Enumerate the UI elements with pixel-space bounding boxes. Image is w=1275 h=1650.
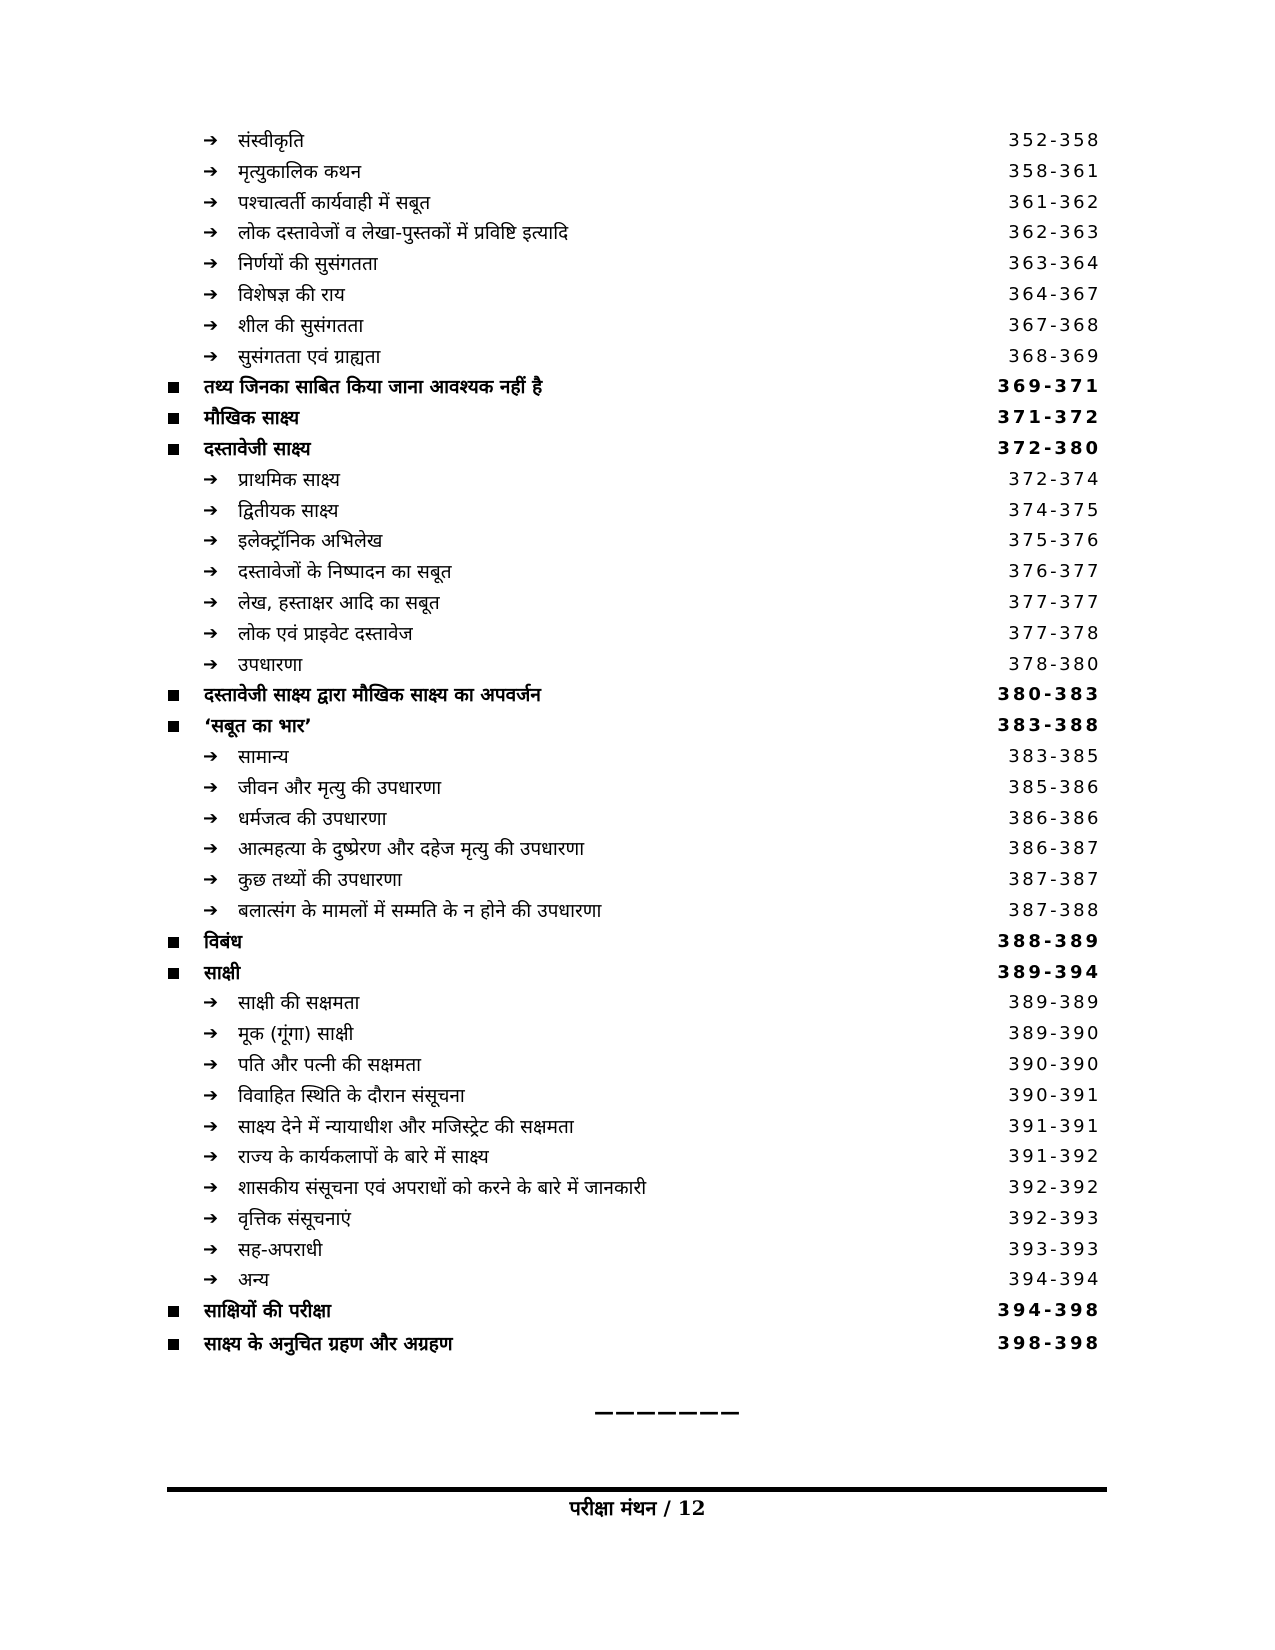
toc-main-entry xyxy=(0,405,1275,436)
arrow-right-icon: ➔ xyxy=(203,468,219,490)
toc-entry-pages: 394-398 xyxy=(997,1300,1101,1322)
arrow-right-icon: ➔ xyxy=(203,1269,219,1291)
arrow-right-icon: ➔ xyxy=(203,314,219,336)
toc-entry-label: धर्मजत्व की उपधारणा xyxy=(238,807,387,830)
section-end-marker: ——————— xyxy=(594,1400,741,1424)
arrow-right-icon: ➔ xyxy=(203,776,219,798)
toc-entry-pages: 369-371 xyxy=(997,376,1101,398)
toc-sub-entry xyxy=(0,251,1275,282)
toc-entry-label: तथ्य जिनका साबित किया जाना आवश्यक नहीं है xyxy=(204,376,543,399)
toc-sub-entry xyxy=(0,128,1275,159)
toc-entry-label: सुसंगतता एवं ग्राह्यता xyxy=(238,345,381,368)
arrow-right-icon: ➔ xyxy=(203,1115,219,1137)
toc-entry-label: वृत्तिक संसूचनाएं xyxy=(238,1207,351,1230)
toc-entry-pages: 380-383 xyxy=(997,684,1101,706)
square-bullet-icon xyxy=(168,937,179,948)
arrow-right-icon: ➔ xyxy=(203,1238,219,1260)
toc-sub-entry xyxy=(0,1083,1275,1114)
toc-sub-entry xyxy=(0,467,1275,498)
toc-entry-label: आत्महत्या के दुष्प्रेरण और दहेज मृत्यु की उपधारणा xyxy=(238,838,585,861)
toc-sub-entry xyxy=(0,806,1275,837)
square-bullet-icon xyxy=(168,1306,179,1317)
toc-entry-label: साक्षी की सक्षमता xyxy=(238,992,360,1015)
square-bullet-icon xyxy=(168,968,179,979)
toc-entry-pages: 368-369 xyxy=(1008,345,1101,367)
toc-entry-pages: 398-398 xyxy=(997,1333,1101,1355)
toc-entry-label: लोक दस्तावेजों व लेखा-पुस्तकों में प्रविष्टि इत्यादि xyxy=(238,222,569,245)
toc-sub-entry xyxy=(0,1206,1275,1237)
toc-entry-label: पति और पत्नी की सक्षमता xyxy=(238,1053,422,1076)
arrow-right-icon: ➔ xyxy=(203,253,219,275)
toc-main-entry xyxy=(0,374,1275,405)
toc-entry-label: उपधारणा xyxy=(238,653,303,676)
arrow-right-icon: ➔ xyxy=(203,899,219,921)
toc-entry-pages: 361-362 xyxy=(1008,191,1101,213)
toc-entry-label: दस्तावेजी साक्ष्य द्वारा मौखिक साक्ष्य का अपवर्जन xyxy=(204,684,541,707)
arrow-right-icon: ➔ xyxy=(203,1084,219,1106)
toc-entry-label: विबंध xyxy=(204,930,243,953)
arrow-right-icon: ➔ xyxy=(203,130,219,151)
toc-entry-pages: 362-363 xyxy=(1008,222,1101,244)
toc-entry-label: मौखिक साक्ष्य xyxy=(204,407,300,430)
toc-sub-entry xyxy=(0,344,1275,375)
toc-entry-pages: 385-386 xyxy=(1008,776,1101,798)
arrow-right-icon: ➔ xyxy=(203,160,219,182)
arrow-right-icon: ➔ xyxy=(203,1053,219,1075)
toc-entry-pages: 389-389 xyxy=(1008,992,1101,1014)
toc-entry-label: इलेक्ट्रॉनिक अभिलेख xyxy=(238,530,383,553)
toc-entry-pages: 392-393 xyxy=(1008,1207,1101,1229)
toc-entry-pages: 375-376 xyxy=(1008,530,1101,552)
toc-entry-pages: 367-368 xyxy=(1008,314,1101,336)
toc-entry-pages: 376-377 xyxy=(1008,561,1101,583)
toc-sub-entry xyxy=(0,775,1275,806)
toc-entry-pages: 352-358 xyxy=(1008,130,1101,151)
arrow-right-icon: ➔ xyxy=(203,222,219,244)
toc-main-entry xyxy=(0,1298,1275,1331)
arrow-right-icon: ➔ xyxy=(203,745,219,767)
toc-entry-pages: 390-391 xyxy=(1008,1084,1101,1106)
toc-entry-pages: 378-380 xyxy=(1008,653,1101,675)
toc-entry-label: दस्तावेजों के निष्पादन का सबूत xyxy=(238,561,452,584)
toc-main-entry xyxy=(0,436,1275,467)
toc-main-entry xyxy=(0,713,1275,744)
toc-entry-pages: 389-394 xyxy=(997,961,1101,983)
toc-entry-label: निर्णयों की सुसंगतता xyxy=(238,253,378,276)
square-bullet-icon xyxy=(168,690,179,701)
square-bullet-icon xyxy=(168,1339,179,1350)
toc-entry-pages: 363-364 xyxy=(1008,253,1101,275)
arrow-right-icon: ➔ xyxy=(203,530,219,552)
toc-entry-label: प्राथमिक साक्ष्य xyxy=(238,468,341,491)
arrow-right-icon: ➔ xyxy=(203,283,219,305)
toc-entry-label: शील की सुसंगतता xyxy=(238,314,364,337)
square-bullet-icon xyxy=(168,382,179,393)
toc-entry-pages: 387-388 xyxy=(1008,899,1101,921)
toc-entry-pages: 383-385 xyxy=(1008,745,1101,767)
toc-sub-entry xyxy=(0,1114,1275,1145)
toc-entry-pages: 372-380 xyxy=(997,437,1101,459)
arrow-right-icon: ➔ xyxy=(203,1177,219,1199)
toc-entry-pages: 388-389 xyxy=(997,930,1101,952)
square-bullet-icon xyxy=(168,413,179,424)
toc-entry-pages: 371-372 xyxy=(997,407,1101,429)
toc-entry-label: सामान्य xyxy=(238,745,289,768)
toc-entry-label: साक्ष्य देने में न्यायाधीश और मजिस्ट्रेट की सक्षमता xyxy=(238,1115,574,1138)
arrow-right-icon: ➔ xyxy=(203,622,219,644)
toc-entry-label: संस्वीकृति xyxy=(238,130,305,152)
toc-entry-pages: 386-387 xyxy=(1008,838,1101,860)
toc-main-entry xyxy=(0,682,1275,713)
toc-entry-pages: 391-392 xyxy=(1008,1146,1101,1168)
toc-sub-entry xyxy=(0,898,1275,929)
toc-entry-label: जीवन और मृत्यु की उपधारणा xyxy=(238,776,442,799)
toc-sub-entry xyxy=(0,1021,1275,1052)
toc-sub-entry xyxy=(0,652,1275,683)
toc-entry-pages: 393-393 xyxy=(1008,1238,1101,1260)
arrow-right-icon: ➔ xyxy=(203,992,219,1014)
toc-entry-label: दस्तावेजी साक्ष्य xyxy=(204,437,311,460)
toc-sub-entry xyxy=(0,990,1275,1021)
toc-entry-pages: 387-387 xyxy=(1008,869,1101,891)
toc-entry-pages: 394-394 xyxy=(1008,1269,1101,1291)
toc-sub-entry xyxy=(0,1267,1275,1298)
toc-sub-entry xyxy=(0,867,1275,898)
toc-entry-label: लेख, हस्ताक्षर आदि का सबूत xyxy=(238,591,440,614)
toc-entry-label: साक्ष्य के अनुचित ग्रहण और अग्रहण xyxy=(204,1333,453,1356)
toc-sub-entry xyxy=(0,1237,1275,1268)
arrow-right-icon: ➔ xyxy=(203,591,219,613)
toc-entry-pages: 391-391 xyxy=(1008,1115,1101,1137)
toc-entry-pages: 389-390 xyxy=(1008,1023,1101,1045)
arrow-right-icon: ➔ xyxy=(203,807,219,829)
toc-sub-entry xyxy=(0,159,1275,190)
square-bullet-icon xyxy=(168,444,179,455)
toc-entry-pages: 377-378 xyxy=(1008,622,1101,644)
toc-entry-label: लोक एवं प्राइवेट दस्तावेज xyxy=(238,622,413,645)
toc-main-entry xyxy=(0,960,1275,991)
arrow-right-icon: ➔ xyxy=(203,653,219,675)
toc-entry-label: अन्य xyxy=(238,1269,270,1292)
toc-sub-entry xyxy=(0,313,1275,344)
toc-entry-pages: 364-367 xyxy=(1008,283,1101,305)
toc-entry-pages: 386-386 xyxy=(1008,807,1101,829)
toc-entry-pages: 383-388 xyxy=(997,715,1101,737)
arrow-right-icon: ➔ xyxy=(203,345,219,367)
toc-main-entry xyxy=(0,1331,1275,1362)
toc-sub-entry xyxy=(0,836,1275,867)
toc-entry-label: द्वितीयक साक्ष्य xyxy=(238,499,339,522)
toc-sub-entry xyxy=(0,744,1275,775)
toc-sub-entry xyxy=(0,559,1275,590)
toc-entry-pages: 372-374 xyxy=(1008,468,1101,490)
toc-entry-label: मृत्युकालिक कथन xyxy=(238,160,362,183)
toc-entry-label: विशेषज्ञ की राय xyxy=(238,283,345,306)
arrow-right-icon: ➔ xyxy=(203,1207,219,1229)
toc-entry-label: बलात्संग के मामलों में सम्मति के न होने की उपधारणा xyxy=(238,899,602,922)
toc-entry-label: राज्य के कार्यकलापों के बारे में साक्ष्य xyxy=(238,1146,489,1169)
toc-sub-entry xyxy=(0,190,1275,221)
arrow-right-icon: ➔ xyxy=(203,1023,219,1045)
toc-entry-label: कुछ तथ्यों की उपधारणा xyxy=(238,869,402,892)
toc-sub-entry xyxy=(0,1052,1275,1083)
toc-sub-entry xyxy=(0,498,1275,529)
toc-sub-entry xyxy=(0,220,1275,251)
arrow-right-icon: ➔ xyxy=(203,838,219,860)
toc-entry-label: शासकीय संसूचना एवं अपराधों को करने के बारे में जानकारी xyxy=(238,1177,647,1200)
footer-rule xyxy=(167,1487,1107,1492)
toc-entry-label: ‘सबूत का भार’ xyxy=(204,715,312,738)
toc-entry-label: विवाहित स्थिति के दौरान संसूचना xyxy=(238,1084,465,1107)
arrow-right-icon: ➔ xyxy=(203,561,219,583)
toc-entry-label: पश्चात्वर्ती कार्यवाही में सबूत xyxy=(238,191,431,214)
toc-sub-entry xyxy=(0,590,1275,621)
square-bullet-icon xyxy=(168,721,179,732)
page-footer: परीक्षा मंथन / 12 xyxy=(569,1496,706,1520)
table-of-contents xyxy=(0,128,1275,1362)
toc-entry-pages: 390-390 xyxy=(1008,1053,1101,1075)
toc-entry-pages: 374-375 xyxy=(1008,499,1101,521)
toc-sub-entry xyxy=(0,528,1275,559)
arrow-right-icon: ➔ xyxy=(203,1146,219,1168)
toc-sub-entry xyxy=(0,1144,1275,1175)
toc-entry-label: साक्षी xyxy=(204,961,241,984)
toc-entry-pages: 392-392 xyxy=(1008,1177,1101,1199)
toc-entry-pages: 377-377 xyxy=(1008,591,1101,613)
arrow-right-icon: ➔ xyxy=(203,499,219,521)
arrow-right-icon: ➔ xyxy=(203,191,219,213)
toc-main-entry xyxy=(0,929,1275,960)
toc-entry-label: मूक (गूंगा) साक्षी xyxy=(238,1023,354,1046)
toc-entry-label: साक्षियों की परीक्षा xyxy=(204,1300,332,1323)
toc-entry-label: सह-अपराधी xyxy=(238,1238,323,1261)
toc-sub-entry xyxy=(0,1175,1275,1206)
toc-entry-pages: 358-361 xyxy=(1008,160,1101,182)
arrow-right-icon: ➔ xyxy=(203,869,219,891)
toc-sub-entry xyxy=(0,282,1275,313)
toc-sub-entry xyxy=(0,621,1275,652)
